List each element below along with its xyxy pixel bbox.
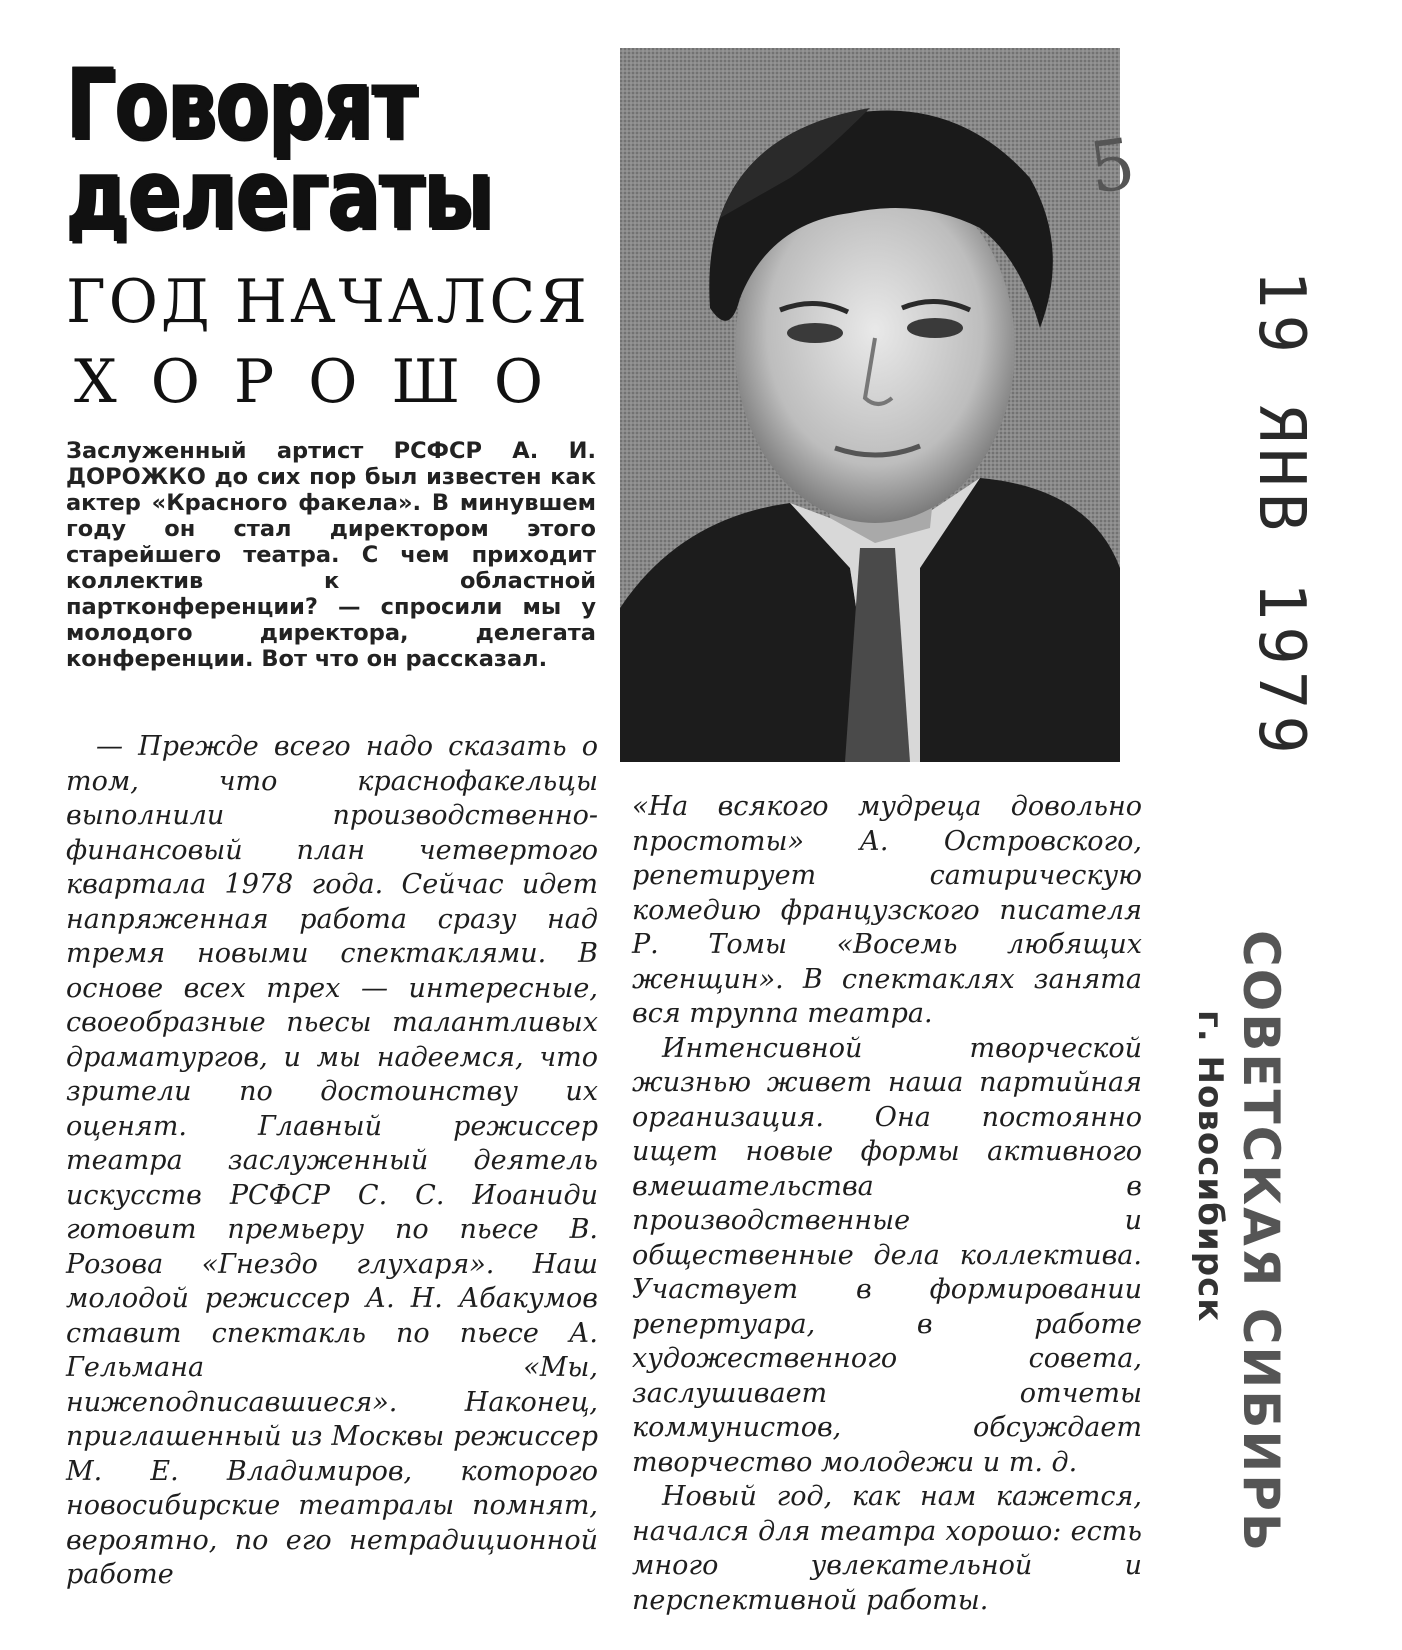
lead-paragraph: Заслуженный артист РСФСР А. И. ДОРОЖКО до сих пор был известен как актер «Красного факела». В минувшем году он стал директором этого старейшего театра. С чем приходит коллектив к областной партконференции? — спросили мы у молодого директора, делегата конференции. Вот что он рассказал.	[66, 438, 596, 672]
newspaper-stamp: СОВЕТСКАЯ СИБИРЬ	[1232, 930, 1290, 1553]
headline-line-2: ХОРОШО	[74, 347, 578, 417]
rubric-line-2: делегаты	[66, 138, 494, 252]
article-headline	[66, 267, 590, 418]
city-stamp: г. Новосибирск	[1190, 1010, 1230, 1323]
body-paragraph: — Прежде всего надо сказать о том, что краснофакельцы выполнили производственно-финансовый план четвертого квартала 1978 года. Сейчас идет напряженная работа сразу над тремя новыми спектаклями. В основе всех трех — интересные, своеобразные пьесы талантливых драматургов, и мы надеемся, что зрители по достоинству их оценят. Главный режиссер театра заслуженный деятель искусств РСФСР С. С. Иоаниди готовит премьеру по пьесе В. Розова «Гнездо глухаря». Наш молодой режиссер А. Н. Абакумов ставит спектакль по пьесе А. Гельмана «Мы, нижеподписавшиеся». Наконец, приглашенный из Москвы режиссер М. Е. Владимиров, которого новосибирские театралы помнят, вероятно, по его нетрадиционной работе	[66, 731, 598, 1590]
rubric-title	[66, 48, 586, 252]
portrait-photo	[620, 48, 1120, 762]
rubric-line-1: Говорят	[66, 48, 417, 162]
headline-line-1: ГОД НАЧАЛСЯ	[66, 267, 590, 337]
pencil-number-mark: 5	[1084, 122, 1141, 210]
article-column-2	[632, 790, 1142, 1618]
body-paragraph: «На всякого мудреца довольно простоты» А. Островского, репетирует сатирическую комедию французского писателя Р. Томы «Восемь любящих женщин». В спектаклях занята вся труппа театра.	[632, 791, 1142, 1029]
body-paragraph: Новый год, как нам кажется, начался для театра хорошо: есть много увлекательной и перспективной работы.	[632, 1481, 1142, 1616]
portrait-image	[620, 48, 1120, 762]
date-stamp: 19 ЯНВ 1979	[1244, 270, 1318, 760]
body-paragraph: Интенсивной творческой жизнью живет наша партийная организация. Она постоянно ищет новые формы активного вмешательства в производственные и общественные дела коллектива. Участвует в формировании репертуара, в работе художественного совета, заслушивает отчеты коммунистов, обсуждает творчество молодежи и т. д.	[632, 1032, 1142, 1478]
article-column-1	[66, 730, 598, 1593]
article-lead	[66, 438, 596, 672]
